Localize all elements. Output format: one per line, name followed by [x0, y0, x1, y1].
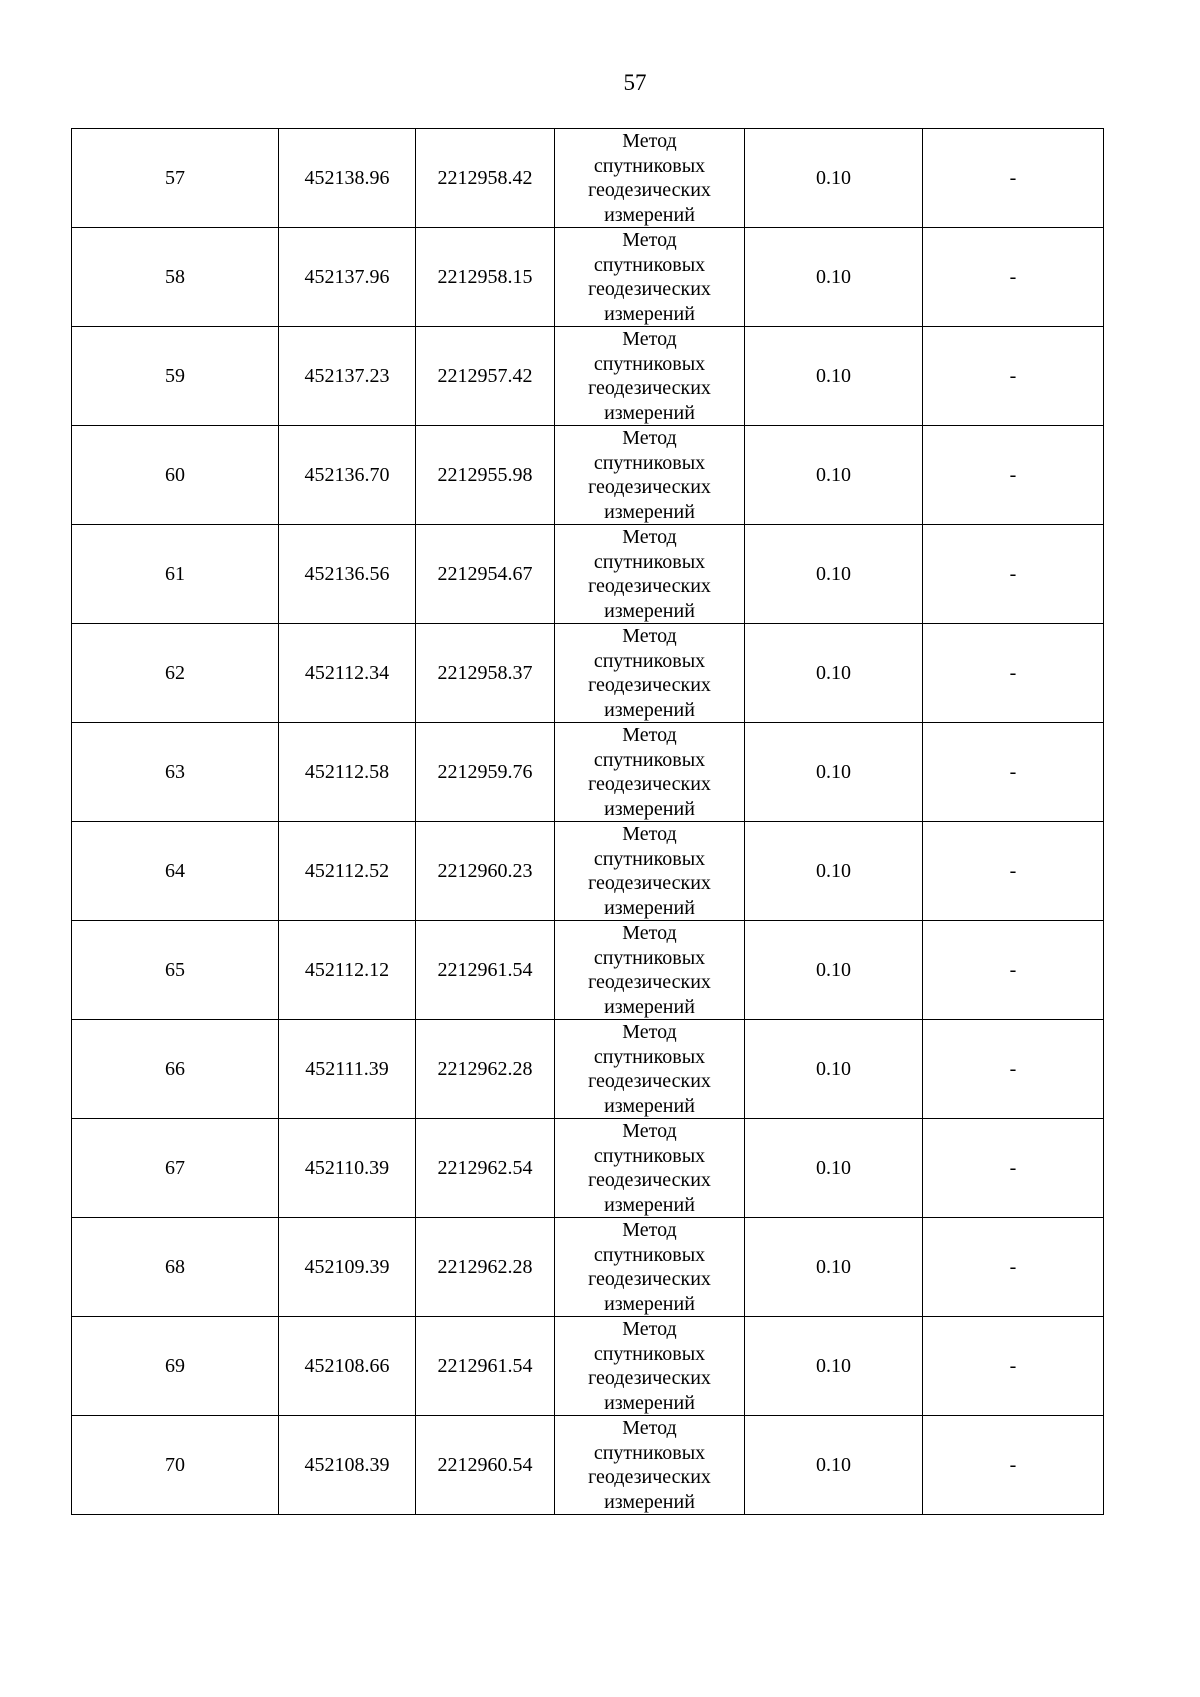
note-cell: -	[923, 921, 1104, 1020]
note-cell: -	[923, 822, 1104, 921]
x-coordinate-cell: 452112.58	[279, 723, 416, 822]
x-coordinate-cell: 452108.39	[279, 1416, 416, 1515]
table-row	[72, 129, 1104, 228]
method-line: спутниковых	[593, 649, 706, 672]
method-line: спутниковых	[593, 1144, 706, 1167]
y-coordinate-cell: 2212958.15	[416, 228, 555, 327]
method-line: Метод	[622, 1417, 677, 1439]
method-line: измерений	[604, 203, 695, 226]
y-coordinate-cell: 2212959.76	[416, 723, 555, 822]
method-line: геодезических	[588, 773, 711, 795]
method-line: измерений	[604, 302, 695, 325]
note-cell: -	[923, 1317, 1104, 1416]
accuracy-cell: 0.10	[745, 921, 923, 1020]
method-cell	[555, 426, 745, 525]
method-line: измерений	[604, 995, 695, 1018]
y-coordinate-cell: 2212962.28	[416, 1020, 555, 1119]
note-cell: -	[923, 129, 1104, 228]
point-number-cell: 69	[72, 1317, 279, 1416]
method-line: спутниковых	[593, 1243, 706, 1266]
method-line: геодезических	[588, 1367, 711, 1389]
method-line: Метод	[622, 1120, 677, 1142]
accuracy-cell: 0.10	[745, 1218, 923, 1317]
y-coordinate-cell: 2212955.98	[416, 426, 555, 525]
accuracy-cell: 0.10	[745, 1416, 923, 1515]
method-line: Метод	[622, 625, 677, 647]
point-number-cell: 68	[72, 1218, 279, 1317]
coordinates-table	[71, 128, 1104, 1515]
x-coordinate-cell: 452136.70	[279, 426, 416, 525]
x-coordinate-cell: 452112.12	[279, 921, 416, 1020]
method-line: измерений	[604, 896, 695, 919]
method-cell	[555, 327, 745, 426]
accuracy-cell: 0.10	[745, 327, 923, 426]
method-cell	[555, 624, 745, 723]
x-coordinate-cell: 452112.52	[279, 822, 416, 921]
table-row	[72, 1317, 1104, 1416]
method-line: Метод	[622, 823, 677, 845]
accuracy-cell: 0.10	[745, 1020, 923, 1119]
method-cell	[555, 525, 745, 624]
method-line: измерений	[604, 1193, 695, 1216]
note-cell: -	[923, 723, 1104, 822]
method-line: геодезических	[588, 1169, 711, 1191]
table-row	[72, 228, 1104, 327]
accuracy-cell: 0.10	[745, 426, 923, 525]
method-line: измерений	[604, 1094, 695, 1117]
method-line: спутниковых	[593, 550, 706, 573]
table-row	[72, 327, 1104, 426]
point-number-cell: 62	[72, 624, 279, 723]
point-number-cell: 66	[72, 1020, 279, 1119]
method-cell	[555, 723, 745, 822]
method-cell	[555, 822, 745, 921]
method-line: спутниковых	[593, 748, 706, 771]
table-row	[72, 426, 1104, 525]
accuracy-cell: 0.10	[745, 723, 923, 822]
note-cell: -	[923, 228, 1104, 327]
y-coordinate-cell: 2212962.54	[416, 1119, 555, 1218]
method-line: измерений	[604, 698, 695, 721]
point-number-cell: 61	[72, 525, 279, 624]
x-coordinate-cell: 452137.23	[279, 327, 416, 426]
note-cell: -	[923, 1218, 1104, 1317]
method-line: измерений	[604, 797, 695, 820]
accuracy-cell: 0.10	[745, 129, 923, 228]
method-line: спутниковых	[593, 1342, 706, 1365]
x-coordinate-cell: 452136.56	[279, 525, 416, 624]
method-line: спутниковых	[593, 352, 706, 375]
method-line: измерений	[604, 599, 695, 622]
note-cell: -	[923, 426, 1104, 525]
y-coordinate-cell: 2212961.54	[416, 1317, 555, 1416]
method-line: Метод	[622, 328, 677, 350]
method-cell	[555, 921, 745, 1020]
method-line: спутниковых	[593, 1045, 706, 1068]
accuracy-cell: 0.10	[745, 624, 923, 723]
method-line: измерений	[604, 401, 695, 424]
method-line: спутниковых	[593, 1441, 706, 1464]
method-cell	[555, 129, 745, 228]
method-line: геодезических	[588, 872, 711, 894]
page-number: 57	[623, 70, 647, 95]
method-line: геодезических	[588, 179, 711, 201]
y-coordinate-cell: 2212960.54	[416, 1416, 555, 1515]
point-number-cell: 70	[72, 1416, 279, 1515]
method-line: Метод	[622, 1219, 677, 1241]
x-coordinate-cell: 452112.34	[279, 624, 416, 723]
point-number-cell: 67	[72, 1119, 279, 1218]
method-line: спутниковых	[593, 847, 706, 870]
y-coordinate-cell: 2212958.42	[416, 129, 555, 228]
table-row	[72, 1416, 1104, 1515]
note-cell: -	[923, 1020, 1104, 1119]
method-line: геодезических	[588, 1070, 711, 1092]
method-line: геодезических	[588, 1268, 711, 1290]
method-line: спутниковых	[593, 946, 706, 969]
method-line: измерений	[604, 1391, 695, 1414]
method-cell	[555, 1317, 745, 1416]
table-row	[72, 723, 1104, 822]
table-row	[72, 1119, 1104, 1218]
method-cell	[555, 228, 745, 327]
accuracy-cell: 0.10	[745, 822, 923, 921]
method-line: Метод	[622, 1021, 677, 1043]
method-line: геодезических	[588, 575, 711, 597]
accuracy-cell: 0.10	[745, 1317, 923, 1416]
method-line: измерений	[604, 1292, 695, 1315]
method-cell	[555, 1119, 745, 1218]
y-coordinate-cell: 2212962.28	[416, 1218, 555, 1317]
point-number-cell: 60	[72, 426, 279, 525]
method-line: Метод	[622, 130, 677, 152]
point-number-cell: 65	[72, 921, 279, 1020]
table-row	[72, 1218, 1104, 1317]
y-coordinate-cell: 2212960.23	[416, 822, 555, 921]
note-cell: -	[923, 624, 1104, 723]
x-coordinate-cell: 452111.39	[279, 1020, 416, 1119]
method-line: Метод	[622, 922, 677, 944]
method-line: геодезических	[588, 674, 711, 696]
method-line: Метод	[622, 526, 677, 548]
method-line: Метод	[622, 724, 677, 746]
table-row	[72, 1020, 1104, 1119]
x-coordinate-cell: 452110.39	[279, 1119, 416, 1218]
method-line: Метод	[622, 1318, 677, 1340]
y-coordinate-cell: 2212961.54	[416, 921, 555, 1020]
table-row	[72, 921, 1104, 1020]
method-line: спутниковых	[593, 253, 706, 276]
x-coordinate-cell: 452108.66	[279, 1317, 416, 1416]
method-line: спутниковых	[593, 154, 706, 177]
point-number-cell: 59	[72, 327, 279, 426]
table-row	[72, 525, 1104, 624]
method-line: Метод	[622, 427, 677, 449]
method-cell	[555, 1218, 745, 1317]
method-line: измерений	[604, 1490, 695, 1513]
table-row	[72, 822, 1104, 921]
method-line: измерений	[604, 500, 695, 523]
method-line: спутниковых	[593, 451, 706, 474]
x-coordinate-cell: 452109.39	[279, 1218, 416, 1317]
x-coordinate-cell: 452138.96	[279, 129, 416, 228]
point-number-cell: 58	[72, 228, 279, 327]
point-number-cell: 63	[72, 723, 279, 822]
table-row	[72, 624, 1104, 723]
accuracy-cell: 0.10	[745, 1119, 923, 1218]
note-cell: -	[923, 1119, 1104, 1218]
method-line: геодезических	[588, 971, 711, 993]
method-cell	[555, 1416, 745, 1515]
x-coordinate-cell: 452137.96	[279, 228, 416, 327]
method-line: геодезических	[588, 476, 711, 498]
table-body	[72, 129, 1104, 1515]
note-cell: -	[923, 1416, 1104, 1515]
note-cell: -	[923, 327, 1104, 426]
method-line: геодезических	[588, 1466, 711, 1488]
point-number-cell: 64	[72, 822, 279, 921]
accuracy-cell: 0.10	[745, 228, 923, 327]
y-coordinate-cell: 2212954.67	[416, 525, 555, 624]
y-coordinate-cell: 2212957.42	[416, 327, 555, 426]
method-line: Метод	[622, 229, 677, 251]
y-coordinate-cell: 2212958.37	[416, 624, 555, 723]
method-line: геодезических	[588, 377, 711, 399]
method-line: геодезических	[588, 278, 711, 300]
method-cell	[555, 1020, 745, 1119]
accuracy-cell: 0.10	[745, 525, 923, 624]
note-cell: -	[923, 525, 1104, 624]
point-number-cell: 57	[72, 129, 279, 228]
